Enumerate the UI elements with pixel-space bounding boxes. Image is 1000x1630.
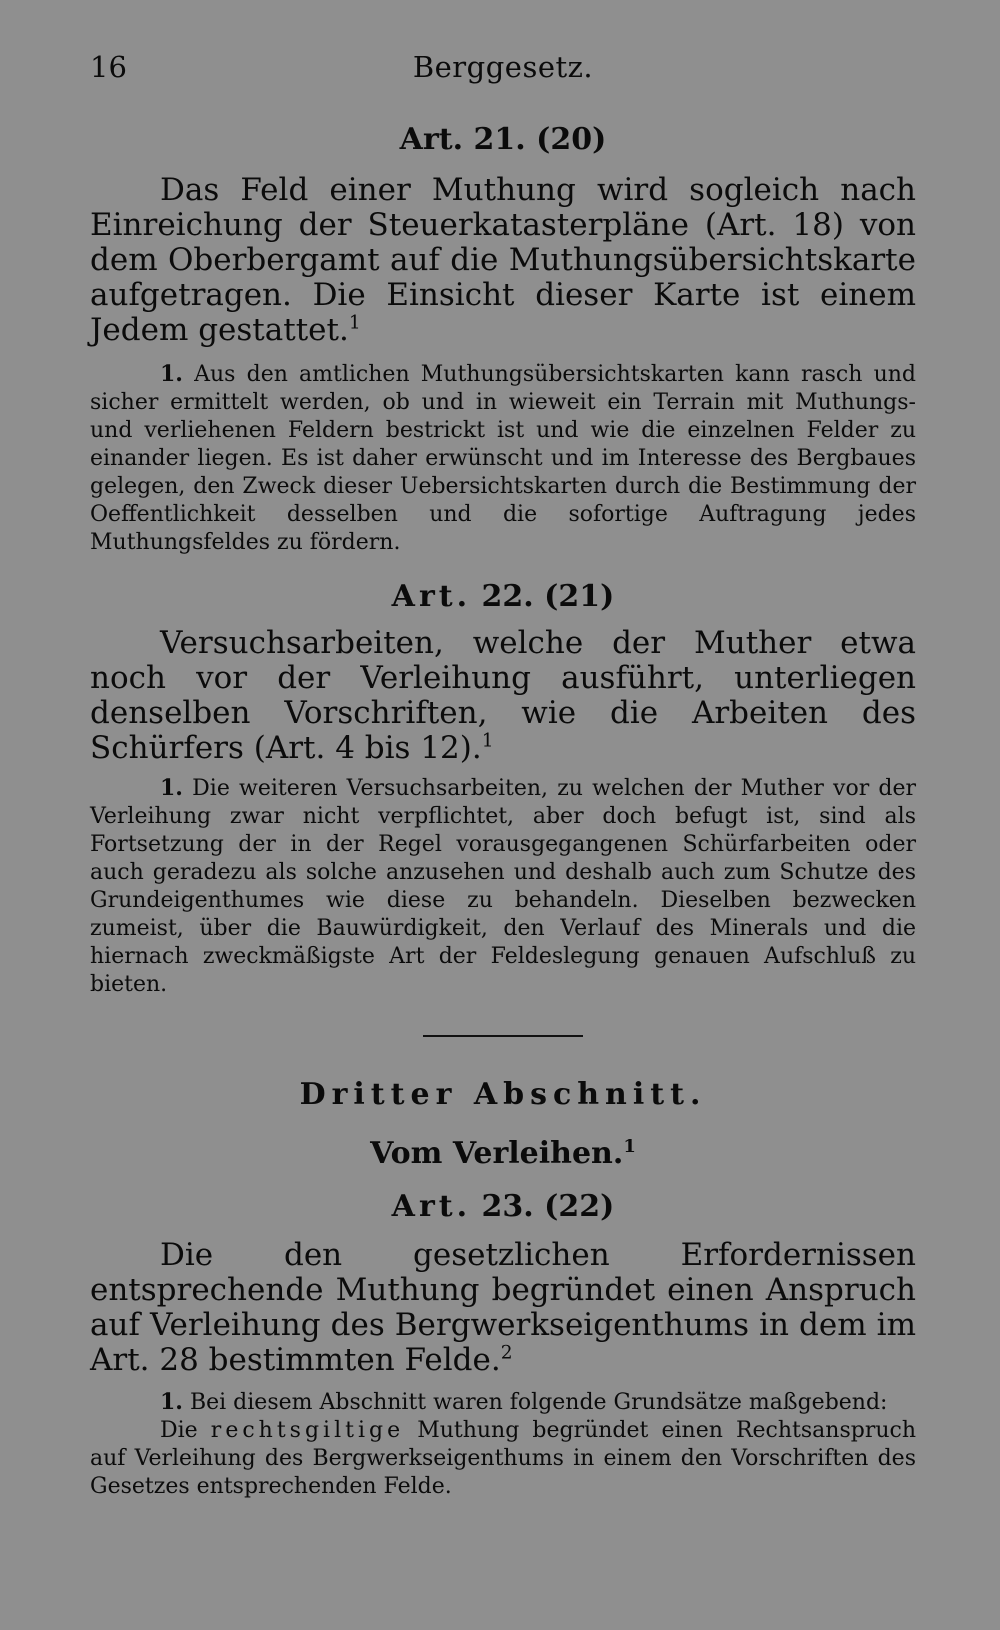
footnote-ref: 1 [481,730,494,752]
article-23-heading [90,1189,916,1224]
article-22-body: Versuchsarbeiten, welche der Muther etwa noch vor der Verleihung ausführt, unterliegen denselben Vorschriften, wie die Arbeiten des Schürfers (Art. 4 bis 12). [90,625,916,766]
article-label: Art. [399,122,464,157]
article-21-heading [90,122,916,157]
article-22-heading [90,579,916,614]
section-divider [423,1035,583,1037]
note-number: 1. [160,1389,183,1415]
note-lead: Die [160,1418,198,1443]
article-22-note [90,774,916,999]
article-21-text [90,173,916,348]
footnote-ref: 2 [500,1342,513,1364]
note-number: 1. [160,361,183,387]
section-title: Dritter Abschnitt. [299,1077,707,1112]
article-23-body: Die den gesetzlichen Erfordernissen entsprechende Muthung begründet einen Anspruch auf Verleihung des Bergwerkseigenthums in dem im Art. 28 bestimmten Felde. [90,1237,916,1378]
article-21-body: Das Feld einer Muthung wird sogleich nach Einreichung der Steuerkatasterpläne (Art. 18) von dem Oberbergamt auf die Muthungsübersichtskarte aufgetragen. Die Einsicht dieser Karte ist einem Jedem gestattet. [90,172,916,348]
note-body: Bei diesem Abschnitt waren folgende Grundsätze maßgebend: [189,1390,888,1415]
article-number: 22. [481,579,534,614]
article-23-note [90,1388,916,1417]
note-body: Die weiteren Versuchsarbeiten, zu welchen der Muther vor der Verleihung zwar nicht verpflichtet, aber doch befugt ist, sind als Fortsetzung der in der Regel vorausgegangenen Schürfarbeiten oder auch geradezu als solche anzusehen und deshalb auch zum Schutze des Grundeigenthumes wie diese zu behandeln. Dieselben bezwecken zumeist, über die Bauwürdigkeit, den Verlauf des Minerals und die hiernach zweckmäßigste Art der Feldeslegung genauen Aufschluß zu bieten. [90,776,916,997]
article-label: Art. [391,579,472,614]
footnote-ref: 1 [623,1136,636,1157]
article-23-note-continued [90,1417,916,1501]
article-old-number: (22) [544,1189,615,1224]
article-22-text [90,626,916,766]
article-old-number: (21) [544,579,615,614]
section-subtitle-text: Vom Verleihen. [370,1136,624,1171]
note-emphasis: rechtsgiltige [210,1418,405,1443]
article-23-text [90,1238,916,1378]
running-title: Berggesetz. [412,50,594,84]
running-head [90,46,916,86]
section-subtitle [90,1136,916,1171]
article-21-note [90,360,916,557]
note-body: Aus den amtlichen Muthungsübersichtskarten kann rasch und sicher ermittelt werden, ob und in wieweit ein Terrain mit Muthungs- und verliehenen Feldern bestrickt ist und wie die einzelnen Felder zu einander liegen. Es ist daher erwünscht und im Interesse des Bergbaues gelegen, den Zweck dieser Uebersichtskarten durch die Bestimmung der Oeffentlichkeit desselben und die sofortige Auftragung jedes Muthungsfeldes zu fördern. [90,362,916,555]
note-rest: Muthung begründet einen Rechtsanspruch auf Verleihung des Bergwerkseigenthums in einem den Vorschriften des Gesetzes entsprechenden Felde. [90,1418,917,1499]
note-number: 1. [160,775,183,801]
article-label: Art. [391,1189,472,1224]
page-number: 16 [90,50,127,84]
article-old-number: (20) [536,122,607,157]
article-number: 23. [481,1189,534,1224]
footnote-ref: 1 [348,312,361,334]
article-number: 21. [473,122,526,157]
